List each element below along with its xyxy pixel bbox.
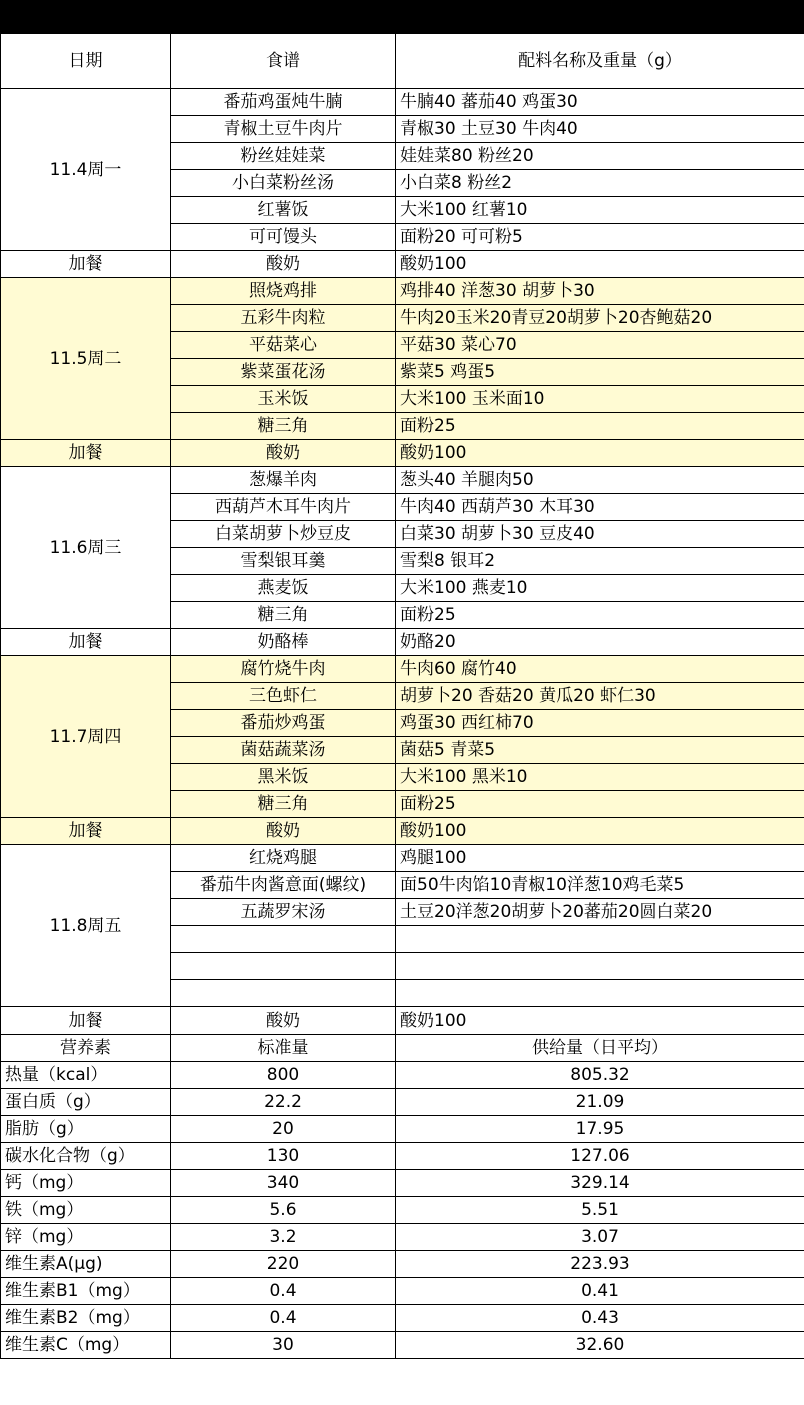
recipe-cell: 腐竹烧牛肉 [171, 656, 396, 683]
ingredients-cell: 面粉25 [396, 413, 804, 440]
nutrient-name: 钙（mg） [1, 1170, 171, 1197]
ingredients-cell: 葱头40 羊腿肉50 [396, 467, 804, 494]
ingredients-cell: 鸡腿100 [396, 845, 804, 872]
nutrition-row [1, 1305, 804, 1332]
recipe-cell: 白菜胡萝卜炒豆皮 [171, 521, 396, 548]
recipe-cell: 粉丝娃娃菜 [171, 143, 396, 170]
nutrient-standard: 340 [171, 1170, 396, 1197]
nutrition-header-standard: 标准量 [171, 1035, 396, 1062]
snack-ingredients: 酸奶100 [396, 818, 804, 845]
snack-row [1, 818, 804, 845]
ingredients-cell: 大米100 玉米面10 [396, 386, 804, 413]
nutrient-name: 维生素B2（mg） [1, 1305, 171, 1332]
nutrient-standard: 220 [171, 1251, 396, 1278]
recipe-cell: 紫菜蛋花汤 [171, 359, 396, 386]
nutrient-standard: 800 [171, 1062, 396, 1089]
recipe-cell: 番茄炒鸡蛋 [171, 710, 396, 737]
recipe-cell: 番茄鸡蛋炖牛腩 [171, 89, 396, 116]
ingredients-cell: 紫菜5 鸡蛋5 [396, 359, 804, 386]
recipe-cell: 西葫芦木耳牛肉片 [171, 494, 396, 521]
day-date: 11.6周三 [1, 467, 171, 629]
recipe-cell [171, 980, 396, 1007]
nutrition-row [1, 1116, 804, 1143]
ingredients-cell: 面50牛肉馅10青椒10洋葱10鸡毛菜5 [396, 872, 804, 899]
nutrition-row [1, 1224, 804, 1251]
nutrient-standard: 0.4 [171, 1305, 396, 1332]
recipe-cell: 黑米饭 [171, 764, 396, 791]
ingredients-cell [396, 953, 804, 980]
snack-label: 加餐 [1, 818, 171, 845]
snack-row [1, 629, 804, 656]
recipe-cell: 三色虾仁 [171, 683, 396, 710]
nutrient-supply: 127.06 [396, 1143, 804, 1170]
ingredients-cell: 雪梨8 银耳2 [396, 548, 804, 575]
recipe-cell: 红薯饭 [171, 197, 396, 224]
recipe-cell: 雪梨银耳羹 [171, 548, 396, 575]
snack-row [1, 440, 804, 467]
nutrient-name: 铁（mg） [1, 1197, 171, 1224]
nutrient-supply: 3.07 [396, 1224, 804, 1251]
ingredients-cell: 平菇30 菜心70 [396, 332, 804, 359]
recipe-cell [171, 953, 396, 980]
nutrient-name: 热量（kcal） [1, 1062, 171, 1089]
nutrient-name: 维生素C（mg） [1, 1332, 171, 1359]
ingredients-cell: 面粉20 可可粉5 [396, 224, 804, 251]
snack-ingredients: 奶酪20 [396, 629, 804, 656]
ingredients-cell: 牛肉60 腐竹40 [396, 656, 804, 683]
ingredients-cell: 大米100 燕麦10 [396, 575, 804, 602]
header-row [1, 34, 804, 89]
ingredients-cell: 大米100 黑米10 [396, 764, 804, 791]
ingredients-cell [396, 980, 804, 1007]
recipe-cell: 玉米饭 [171, 386, 396, 413]
snack-recipe: 奶酪棒 [171, 629, 396, 656]
ingredients-cell: 牛肉40 西葫芦30 木耳30 [396, 494, 804, 521]
ingredients-cell: 白菜30 胡萝卜30 豆皮40 [396, 521, 804, 548]
ingredients-cell: 牛肉20玉米20青豆20胡萝卜20杏鲍菇20 [396, 305, 804, 332]
menu-table-body [1, 34, 804, 1359]
ingredients-cell: 鸡排40 洋葱30 胡萝卜30 [396, 278, 804, 305]
snack-recipe: 酸奶 [171, 1007, 396, 1035]
top-bar [0, 0, 804, 33]
nutrient-name: 锌（mg） [1, 1224, 171, 1251]
nutrition-row [1, 1278, 804, 1305]
nutrient-supply: 805.32 [396, 1062, 804, 1089]
meal-row [1, 89, 804, 116]
ingredients-cell: 土豆20洋葱20胡萝卜20蕃茄20圆白菜20 [396, 899, 804, 926]
header-date: 日期 [1, 34, 171, 89]
nutrition-header-row [1, 1035, 804, 1062]
ingredients-cell: 大米100 红薯10 [396, 197, 804, 224]
recipe-cell: 红烧鸡腿 [171, 845, 396, 872]
snack-recipe: 酸奶 [171, 440, 396, 467]
snack-label: 加餐 [1, 440, 171, 467]
nutrition-row [1, 1062, 804, 1089]
nutrient-supply: 21.09 [396, 1089, 804, 1116]
menu-table [0, 33, 804, 1359]
ingredients-cell: 胡萝卜20 香菇20 黄瓜20 虾仁30 [396, 683, 804, 710]
nutrient-supply: 5.51 [396, 1197, 804, 1224]
recipe-cell: 平菇菜心 [171, 332, 396, 359]
nutrient-standard: 30 [171, 1332, 396, 1359]
recipe-cell: 糖三角 [171, 602, 396, 629]
nutrient-standard: 0.4 [171, 1278, 396, 1305]
recipe-cell: 五蔬罗宋汤 [171, 899, 396, 926]
nutrient-standard: 20 [171, 1116, 396, 1143]
day-date: 11.7周四 [1, 656, 171, 818]
snack-label: 加餐 [1, 1007, 171, 1035]
day-date: 11.4周一 [1, 89, 171, 251]
nutrition-header-supply: 供给量（日平均） [396, 1035, 804, 1062]
recipe-cell: 糖三角 [171, 791, 396, 818]
snack-recipe: 酸奶 [171, 818, 396, 845]
meal-row [1, 656, 804, 683]
nutrient-supply: 0.41 [396, 1278, 804, 1305]
ingredients-cell: 鸡蛋30 西红柿70 [396, 710, 804, 737]
nutrient-supply: 17.95 [396, 1116, 804, 1143]
snack-label: 加餐 [1, 629, 171, 656]
nutrient-name: 维生素A(μg) [1, 1251, 171, 1278]
recipe-cell: 照烧鸡排 [171, 278, 396, 305]
ingredients-cell [396, 926, 804, 953]
recipe-cell: 燕麦饭 [171, 575, 396, 602]
nutrient-name: 蛋白质（g） [1, 1089, 171, 1116]
nutrition-row [1, 1143, 804, 1170]
recipe-cell: 小白菜粉丝汤 [171, 170, 396, 197]
recipe-cell: 五彩牛肉粒 [171, 305, 396, 332]
snack-recipe: 酸奶 [171, 251, 396, 278]
ingredients-cell: 面粉25 [396, 791, 804, 818]
nutrition-row [1, 1332, 804, 1359]
snack-label: 加餐 [1, 251, 171, 278]
ingredients-cell: 青椒30 土豆30 牛肉40 [396, 116, 804, 143]
recipe-cell: 糖三角 [171, 413, 396, 440]
nutrient-name: 脂肪（g） [1, 1116, 171, 1143]
nutrient-supply: 223.93 [396, 1251, 804, 1278]
meal-row [1, 278, 804, 305]
ingredients-cell: 面粉25 [396, 602, 804, 629]
nutrition-header-nutrient: 营养素 [1, 1035, 171, 1062]
nutrient-supply: 32.60 [396, 1332, 804, 1359]
recipe-cell: 番茄牛肉酱意面(螺纹) [171, 872, 396, 899]
snack-row [1, 1007, 804, 1035]
nutrient-supply: 0.43 [396, 1305, 804, 1332]
day-date: 11.5周二 [1, 278, 171, 440]
nutrient-supply: 329.14 [396, 1170, 804, 1197]
nutrient-standard: 3.2 [171, 1224, 396, 1251]
nutrition-row [1, 1197, 804, 1224]
snack-ingredients: 酸奶100 [396, 440, 804, 467]
recipe-cell: 青椒土豆牛肉片 [171, 116, 396, 143]
snack-ingredients: 酸奶100 [396, 1007, 804, 1035]
ingredients-cell: 菌菇5 青菜5 [396, 737, 804, 764]
recipe-cell [171, 926, 396, 953]
nutrient-name: 维生素B1（mg） [1, 1278, 171, 1305]
nutrient-name: 碳水化合物（g） [1, 1143, 171, 1170]
nutrient-standard: 130 [171, 1143, 396, 1170]
recipe-cell: 可可馒头 [171, 224, 396, 251]
nutrient-standard: 22.2 [171, 1089, 396, 1116]
snack-row [1, 251, 804, 278]
ingredients-cell: 娃娃菜80 粉丝20 [396, 143, 804, 170]
nutrition-row [1, 1089, 804, 1116]
ingredients-cell: 小白菜8 粉丝2 [396, 170, 804, 197]
nutrient-standard: 5.6 [171, 1197, 396, 1224]
header-recipe: 食谱 [171, 34, 396, 89]
nutrition-row [1, 1251, 804, 1278]
meal-row [1, 467, 804, 494]
recipe-cell: 葱爆羊肉 [171, 467, 396, 494]
meal-row [1, 845, 804, 872]
header-ingredients: 配料名称及重量（g） [396, 34, 804, 89]
recipe-cell: 菌菇蔬菜汤 [171, 737, 396, 764]
snack-ingredients: 酸奶100 [396, 251, 804, 278]
ingredients-cell: 牛腩40 蕃茄40 鸡蛋30 [396, 89, 804, 116]
nutrition-row [1, 1170, 804, 1197]
day-date: 11.8周五 [1, 845, 171, 1007]
